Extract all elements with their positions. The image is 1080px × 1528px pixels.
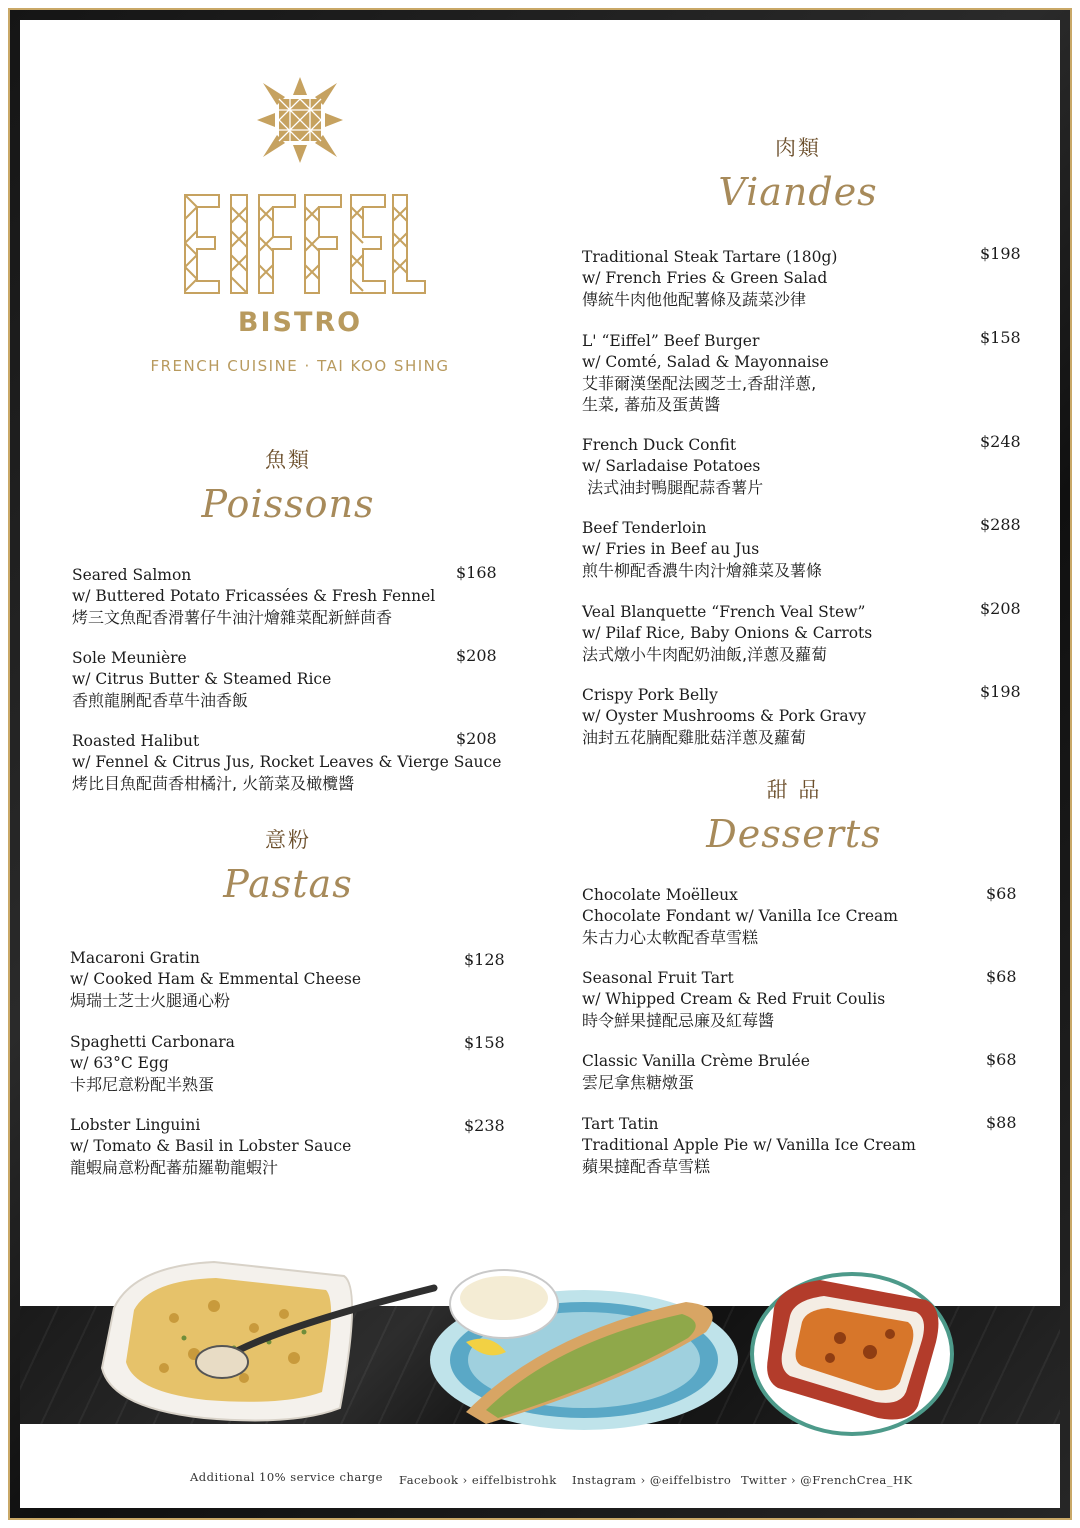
section-title-fr: Viandes xyxy=(718,170,878,214)
restaurant-logo xyxy=(120,75,480,375)
dish-price: $208 xyxy=(980,599,1021,618)
dish-name-zh: 烤三文魚配香滑薯仔牛油汁燴雜菜配新鮮茴香 xyxy=(72,608,393,627)
dish-name-zh: 法式燉小牛肉配奶油飯,洋蔥及蘿蔔 xyxy=(582,645,828,664)
menu-item-spaghetti-carbonara xyxy=(70,1032,235,1095)
section-title-zh: 魚類 xyxy=(265,448,311,472)
dish-price: $158 xyxy=(980,328,1021,347)
menu-item-seared-salmon xyxy=(72,565,435,628)
dish-name: Classic Vanilla Crème Brulée xyxy=(582,1052,810,1070)
menu-item-eiffel-burger xyxy=(582,331,829,415)
facebook-link[interactable]: Facebook › eiffelbistrohk xyxy=(399,1473,557,1487)
dish-description: Chocolate Fondant w/ Vanilla Ice Cream xyxy=(582,907,898,925)
dish-name-zh: 香煎龍脷配香草牛油香飯 xyxy=(72,691,249,710)
dish-name: Chocolate Moëlleux xyxy=(582,886,738,904)
menu-item-sole-meuniere xyxy=(72,648,331,711)
menu-item-chocolate-moelleux xyxy=(582,885,898,948)
menu-item-steak-tartare xyxy=(582,247,837,310)
dish-name: L' “Eiffel” Beef Burger xyxy=(582,332,760,350)
dish-description: w/ Citrus Butter & Steamed Rice xyxy=(72,670,332,688)
dish-price: $68 xyxy=(986,967,1017,986)
dish-price: $88 xyxy=(986,1113,1017,1132)
dish-description: w/ Fennel & Citrus Jus, Rocket Leaves & Vierge Sauce xyxy=(72,753,502,771)
dish-description: w/ Cooked Ham & Emmental Cheese xyxy=(70,970,361,988)
dish-price: $168 xyxy=(456,563,497,582)
dish-price: $198 xyxy=(980,244,1021,263)
dish-name: Spaghetti Carbonara xyxy=(70,1033,235,1051)
dish-name-zh: 油封五花腩配雞肶菇洋蔥及蘿蔔 xyxy=(582,728,807,747)
dish-name-zh: 卡邦尼意粉配半熟蛋 xyxy=(70,1075,215,1094)
dish-description: w/ Oyster Mushrooms & Pork Gravy xyxy=(582,707,867,725)
menu-item-roasted-halibut xyxy=(72,731,501,794)
dish-name: Tart Tatin xyxy=(582,1115,659,1133)
dish-description: w/ 63°C Egg xyxy=(70,1054,169,1072)
dish-name: Crispy Pork Belly xyxy=(582,686,718,704)
dish-price: $208 xyxy=(456,646,497,665)
section-title-zh: 意粉 xyxy=(265,828,311,852)
menu-item-creme-brulee xyxy=(582,1051,810,1093)
section-title-zh: 甜 品 xyxy=(766,778,822,802)
menu-item-duck-confit xyxy=(582,435,763,498)
section-header-pastas xyxy=(158,824,418,906)
logo-subtitle: BISTRO xyxy=(237,307,363,338)
dish-name-zh: 烤比目魚配茴香柑橘汁, 火箭菜及橄欖醬 xyxy=(72,774,355,793)
section-header-viandes xyxy=(668,132,928,214)
dish-name: Traditional Steak Tartare (180g) xyxy=(582,248,838,266)
menu-item-beef-tenderloin xyxy=(582,518,822,581)
section-header-poissons xyxy=(158,444,418,526)
twitter-link[interactable]: Twitter › @FrenchCrea_HK xyxy=(741,1473,913,1487)
dish-description: w/ Pilaf Rice, Baby Onions & Carrots xyxy=(582,624,873,642)
section-title-fr: Pastas xyxy=(223,862,353,906)
dish-name-zh: 蘋果撻配香草雪糕 xyxy=(582,1157,711,1176)
dish-name-zh: 艾菲爾漢堡配法國芝士,香甜洋蔥, xyxy=(582,374,817,393)
instagram-link[interactable]: Instagram › @eiffelbistro xyxy=(572,1473,732,1487)
service-charge-note: Additional 10% service charge xyxy=(190,1470,383,1484)
dish-price: $128 xyxy=(464,950,505,969)
menu-item-macaroni-gratin xyxy=(70,948,361,1011)
dish-price: $198 xyxy=(980,682,1021,701)
dish-price: $208 xyxy=(456,729,497,748)
dish-name: Beef Tenderloin xyxy=(582,519,707,537)
dish-name: Lobster Linguini xyxy=(70,1116,201,1134)
dish-price: $68 xyxy=(986,884,1017,903)
dish-description: w/ Fries in Beef au Jus xyxy=(582,540,760,558)
sole-meuniere-photo xyxy=(426,1262,744,1430)
dish-description: w/ French Fries & Green Salad xyxy=(582,269,828,287)
dish-description: w/ Buttered Potato Fricassées & Fresh Fennel xyxy=(72,587,436,605)
macaroni-gratin-photo xyxy=(94,1258,444,1428)
section-title-fr: Desserts xyxy=(706,812,882,856)
menu-item-fruit-tart xyxy=(582,968,885,1031)
dish-name: French Duck Confit xyxy=(582,436,737,454)
menu-item-tart-tatin xyxy=(582,1114,916,1177)
menu-item-lobster-linguini xyxy=(70,1115,351,1178)
dish-name: Macaroni Gratin xyxy=(70,949,200,967)
dish-name-zh-cont: 生菜, 蕃茄及蛋黃醬 xyxy=(582,395,721,414)
logo-tagline: FRENCH CUISINE · TAI KOO SHING xyxy=(150,357,450,375)
menu-item-pork-belly xyxy=(582,685,866,748)
dish-price: $158 xyxy=(464,1033,505,1052)
dish-description: Traditional Apple Pie w/ Vanilla Ice Cream xyxy=(582,1136,916,1154)
dish-name-zh: 龍蝦扁意粉配蕃茄羅勒龍蝦汁 xyxy=(70,1158,279,1177)
eiffel-wordmark-icon xyxy=(183,193,427,295)
creme-brulee-photo xyxy=(750,1268,960,1436)
dish-price: $68 xyxy=(986,1050,1017,1069)
menu-item-veal-blanquette xyxy=(582,602,872,665)
section-title-zh: 肉類 xyxy=(775,136,821,160)
dish-description: w/ Sarladaise Potatoes xyxy=(582,457,761,475)
dish-name: Veal Blanquette “French Veal Stew” xyxy=(582,603,866,621)
dish-description: w/ Comté, Salad & Mayonnaise xyxy=(582,353,829,371)
dish-name: Sole Meunière xyxy=(72,649,187,667)
dish-name-zh: 雲尼拿焦糖燉蛋 xyxy=(582,1073,695,1092)
dish-name-zh: 朱古力心太軟配香草雪糕 xyxy=(582,928,759,947)
dish-name-zh: 傳統牛肉他他配薯條及蔬菜沙律 xyxy=(582,290,807,309)
dish-description: w/ Whipped Cream & Red Fruit Coulis xyxy=(582,990,886,1008)
dish-price: $248 xyxy=(980,432,1021,451)
section-header-desserts xyxy=(664,774,924,856)
dish-name-zh: 法式油封鴨腿配蒜香薯片 xyxy=(582,478,764,497)
dish-price: $238 xyxy=(464,1116,505,1135)
section-title-fr: Poissons xyxy=(201,482,375,526)
dish-name: Seared Salmon xyxy=(72,566,192,584)
dish-description: w/ Tomato & Basil in Lobster Sauce xyxy=(70,1137,352,1155)
sun-emblem-icon xyxy=(255,75,345,165)
dish-name-zh: 焗瑞士芝士火腿通心粉 xyxy=(70,991,231,1010)
dish-name: Roasted Halibut xyxy=(72,732,200,750)
dish-name-zh: 時令鮮果撻配忌廉及紅莓醬 xyxy=(582,1011,775,1030)
dish-name-zh: 煎牛柳配香濃牛肉汁燴雜菜及薯條 xyxy=(582,561,823,580)
dish-name: Seasonal Fruit Tart xyxy=(582,969,734,987)
dish-price: $288 xyxy=(980,515,1021,534)
